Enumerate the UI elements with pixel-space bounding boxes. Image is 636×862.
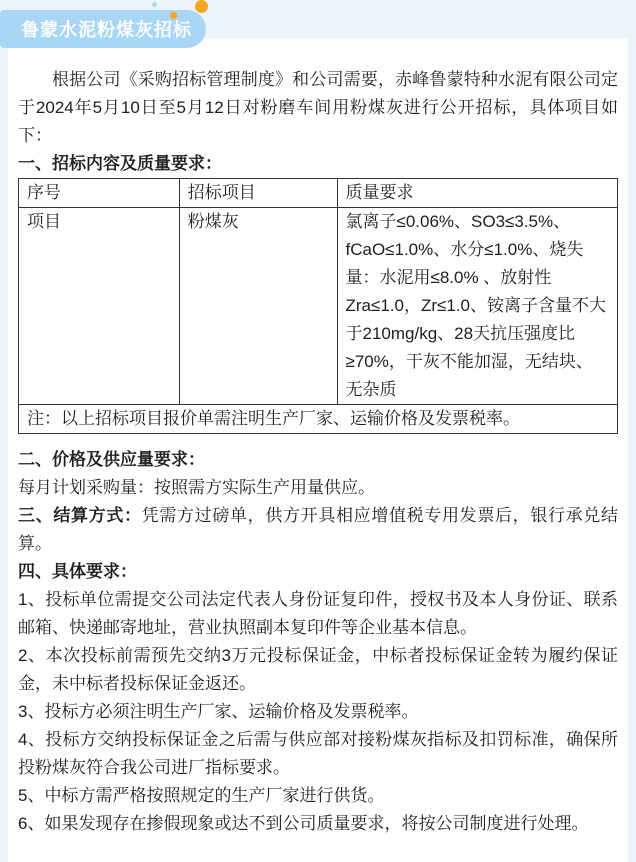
requirement-item-6: 6、如果发现存在掺假现象或达不到公司质量要求，将按公司制度进行处理。: [18, 814, 589, 833]
cell-quality-requirements: 氯离子≤0.06%、SO3≤3.5%、fCaO≤1.0%、水分≤1.0%、烧失量：水泥用≤8.0% 、放射性Zra≤1.0，Zr≤1.0、铵离子含量不大于210mg/kg、28天抗压强度比≥70%，干灰不能加湿，无结块、无杂质: [337, 208, 618, 405]
decorative-dot-orange-large-icon: [195, 0, 208, 13]
requirement-list: [18, 586, 618, 838]
requirement-item-5: 5、中标方需严格按照规定的生产厂家进行供货。: [18, 786, 385, 805]
section1-heading: 一、招标内容及质量要求：: [18, 154, 222, 173]
intro-paragraph: 根据公司《采购招标管理制度》和公司需要，赤峰鲁蒙特种水泥有限公司定于2024年5月10日至5月12日对粉磨车间用粉煤灰进行公开招标，具体项目如下：: [18, 70, 618, 145]
cell-item: 粉煤灰: [179, 208, 337, 405]
cell-seq: 项目: [19, 208, 180, 405]
section3-heading: 三、结算方式：: [18, 506, 142, 525]
section3-body: 凭需方过磅单，供方开具相应增值税专用发票后，银行承兑结算。: [18, 506, 619, 553]
section4-heading: 四、具体要求：: [18, 562, 137, 581]
requirement-item-3: 3、投标方必须注明生产厂家、运输价格及发票税率。: [18, 702, 419, 721]
decorative-dot-blue-icon: [152, 2, 157, 7]
section2-heading: 二、价格及供应量要求：: [18, 450, 205, 469]
requirement-item-4: 4、投标方交纳投标保证金之后需与供应部对接粉煤灰指标及扣罚标准，确保所投粉煤灰符合我公司进厂指标要求。: [18, 730, 618, 777]
table-note-row: [19, 405, 618, 434]
table-row: [19, 208, 618, 405]
tender-table: [18, 178, 618, 434]
requirement-item-2: 2、本次投标前需预先交纳3万元投标保证金，中标者投标保证金转为履约保证金，未中标者投标保证金返还。: [18, 646, 618, 693]
document-body: [8, 38, 628, 862]
page-title: 鲁蒙水泥粉煤灰招标: [21, 20, 192, 40]
table-note: 注：以上招标项目报价单需注明生产厂家、运输价格及发票税率。: [19, 405, 618, 434]
table-header-row: [19, 179, 618, 208]
section3-paragraph: [18, 502, 618, 558]
decorative-dot-orange-small-icon: [170, 12, 177, 19]
column-header-seq: 序号: [19, 179, 180, 208]
requirement-item-1: 1、投标单位需提交公司法定代表人身份证复印件，授权书及本人身份证、联系邮箱、快递邮寄地址，营业执照副本复印件等企业基本信息。: [18, 590, 618, 637]
section2-body: 每月计划采购量：按照需方实际生产用量供应。: [18, 478, 375, 497]
column-header-item: 招标项目: [179, 179, 337, 208]
column-header-quality: 质量要求: [337, 179, 618, 208]
